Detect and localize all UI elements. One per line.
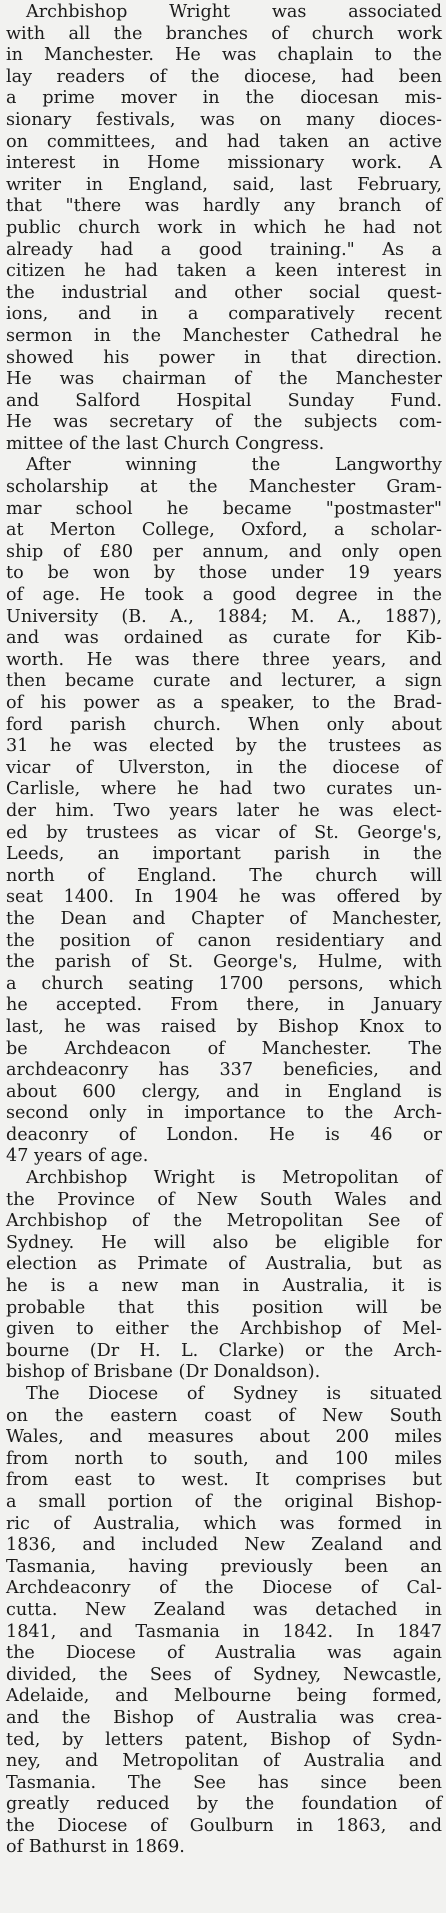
text-line: Wales, and measures about 200 miles — [6, 1427, 442, 1448]
article-paragraph — [6, 1168, 442, 1384]
text-line: 1836, and included New Zealand and — [6, 1535, 442, 1556]
text-line: ions, and in a comparatively recent — [6, 304, 442, 325]
text-line: ed by trustees as vicar of St. George's, — [6, 822, 442, 843]
text-line: from east to west. It comprises but — [6, 1470, 442, 1491]
text-line: a small portion of the original Bishop- — [6, 1491, 442, 1512]
text-line: Archbishop Wright was associated — [26, 2, 442, 22]
text-line: bishop of Brisbane (Dr Donaldson). — [6, 1362, 321, 1383]
text-line: 31 he was elected by the trustees as — [6, 736, 442, 757]
text-line: bourne (Dr H. L. Clarke) or the Arch- — [6, 1340, 442, 1361]
text-line: and Salford Hospital Sunday Fund. — [6, 390, 442, 411]
text-line: a church seating 1700 persons, which — [6, 973, 442, 994]
text-line: the parish of St. George's, Hulme, with — [6, 952, 442, 973]
text-line: Archbishop Wright is Metropolitan of — [26, 1168, 442, 1189]
text-line: The Diocese of Sydney is situated — [26, 1384, 442, 1404]
text-line: at Merton College, Oxford, a scholar- — [6, 520, 442, 541]
text-line: a prime mover in the diocesan mis- — [6, 88, 442, 109]
text-line: sionary festivals, was on many dioces- — [6, 109, 442, 130]
text-line: already had a good training." As a — [6, 239, 442, 260]
text-line: showed his power in that direction. — [6, 347, 442, 368]
text-line: archdeaconry has 337 beneficies, and — [6, 1060, 442, 1081]
text-line: lay readers of the diocese, had been — [6, 66, 442, 87]
text-line: ship of £80 per annum, and only open — [6, 541, 442, 562]
text-line: probable that this position will be — [6, 1297, 442, 1318]
text-line: Carlisle, where he had two curates un- — [6, 779, 442, 800]
text-line: citizen he had taken a keen interest in — [6, 261, 442, 282]
text-line: of his power as a speaker, to the Brad- — [6, 693, 442, 713]
text-line: deaconry of London. He is 46 or — [6, 1124, 442, 1145]
text-line: the Diocese of Australia was again — [6, 1643, 442, 1664]
text-line: Leeds, an important parish in the — [6, 844, 442, 865]
text-line: of Bathurst in 1869. — [6, 1837, 185, 1858]
text-line: he accepted. From there, in January — [6, 995, 442, 1016]
text-line: sermon in the Manchester Cathedral he — [6, 325, 442, 346]
text-line: He was secretary of the subjects com- — [6, 412, 442, 433]
text-line: He was chairman of the Manchester — [6, 369, 442, 390]
text-line: second only in importance to the Arch- — [6, 1103, 442, 1124]
text-line: 1841, and Tasmania in 1842. In 1847 — [6, 1621, 442, 1642]
text-line: be Archdeacon of Manchester. The — [6, 1038, 442, 1059]
text-line: public church work in which he had not — [6, 217, 442, 238]
text-line: mar school he became "postmaster" — [6, 498, 442, 519]
text-line: north of England. The church will — [6, 865, 442, 886]
text-line: ric of Australia, which was formed in — [6, 1513, 442, 1534]
text-line: greatly reduced by the foundation of — [6, 1794, 442, 1815]
article-paragraph — [6, 2, 442, 455]
text-line: the position of canon residentiary and — [6, 930, 442, 951]
text-line: der him. Two years later he was elect- — [6, 800, 442, 821]
text-line: the industrial and other social quest- — [6, 282, 442, 303]
text-line: from north to south, and 100 miles — [6, 1448, 442, 1469]
text-line: scholarship at the Manchester Gram- — [6, 477, 442, 498]
text-line: with all the branches of church work — [6, 23, 442, 44]
text-line: writer in England, said, last February, — [6, 174, 442, 195]
text-line: that "there was hardly any branch of — [6, 196, 442, 217]
text-line: on committees, and had taken an active — [6, 131, 442, 152]
text-line: then became curate and lecturer, a sign — [6, 671, 442, 692]
text-line: After winning the Langworthy — [26, 455, 442, 476]
article-paragraph — [6, 455, 442, 1168]
text-line: seat 1400. In 1904 he was offered by — [6, 887, 442, 908]
text-line: the Diocese of Goulburn in 1863, and — [6, 1815, 442, 1836]
article-paragraph — [6, 1384, 442, 1859]
text-line: and was ordained as curate for Kib- — [6, 628, 442, 649]
text-line: Tasmania. The See has since been — [6, 1772, 442, 1793]
text-line: Tasmania, having previously been an — [6, 1556, 442, 1577]
text-line: interest in Home missionary work. A — [6, 153, 442, 174]
text-line: Sydney. He will also be eligible for — [6, 1232, 442, 1253]
text-line: and the Bishop of Australia was crea- — [6, 1707, 442, 1728]
text-line: worth. He was there three years, and — [6, 649, 442, 670]
text-line: ted, by letters patent, Bishop of Sydn- — [6, 1729, 442, 1750]
text-line: he is a new man in Australia, it is — [6, 1276, 442, 1297]
text-line: Archbishop of the Metropolitan See of — [6, 1211, 442, 1232]
text-line: ney, and Metropolitan of Australia and — [6, 1751, 442, 1772]
text-line: given to either the Archbishop of Mel- — [6, 1319, 442, 1340]
text-line: about 600 clergy, and in England is — [6, 1081, 442, 1102]
text-line: on the eastern coast of New South — [6, 1405, 442, 1426]
text-line: to be won by those under 19 years — [6, 563, 442, 584]
text-line: election as Primate of Australia, but as — [6, 1254, 442, 1275]
newspaper-column — [6, 2, 442, 1859]
text-line: of age. He took a good degree in the — [6, 585, 442, 606]
text-line: in Manchester. He was chaplain to the — [6, 45, 442, 66]
text-line: the Province of New South Wales and — [6, 1189, 442, 1210]
text-line: the Dean and Chapter of Manchester, — [6, 908, 442, 929]
text-line: mittee of the last Church Congress. — [6, 433, 325, 454]
text-line: divided, the Sees of Sydney, Newcastle, — [6, 1664, 442, 1685]
text-line: vicar of Ulverston, in the diocese of — [6, 757, 442, 778]
text-line: University (B. A., 1884; M. A., 1887), — [6, 606, 442, 627]
text-line: cutta. New Zealand was detached in — [6, 1599, 442, 1620]
text-line: last, he was raised by Bishop Knox to — [6, 1016, 442, 1037]
text-line: Adelaide, and Melbourne being formed, — [6, 1686, 442, 1707]
text-line: 47 years of age. — [6, 1146, 149, 1167]
text-line: Archdeaconry of the Diocese of Cal- — [6, 1578, 442, 1599]
text-line: ford parish church. When only about — [6, 714, 442, 735]
